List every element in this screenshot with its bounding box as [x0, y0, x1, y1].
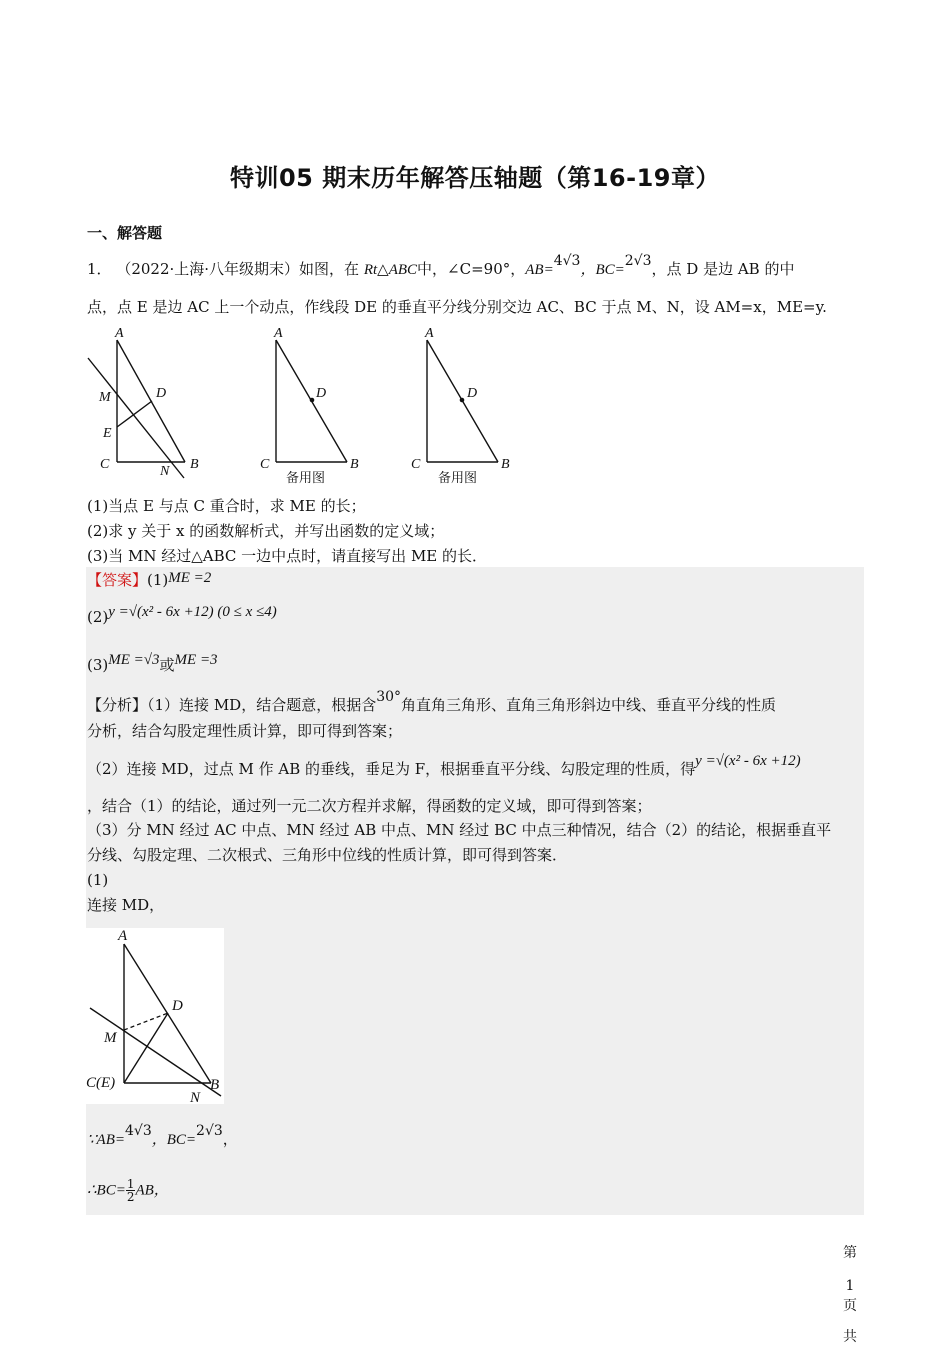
question-line-1: [87, 253, 795, 281]
triangle-name: Rt△ABC: [363, 262, 418, 278]
analysis-part-1: (1): [87, 871, 109, 889]
ab-value: 4√3: [553, 253, 581, 269]
footer-page-2: 1: [845, 1278, 855, 1294]
analysis-line-6: 分线、勾股定理、二次根式、三角形中位线的性质计算，即可得到答案．: [87, 846, 568, 864]
answer-line-2: [87, 600, 277, 626]
fig1-label-n: N: [160, 464, 170, 479]
fig1-label-e: E: [103, 426, 112, 441]
text: 角直角三角形、直角三角形斜边中线、垂直平分线的性质: [401, 696, 777, 714]
text: 中，∠C=90°，: [417, 260, 526, 278]
formula: y =√(x² - 6x +12): [695, 753, 801, 769]
fig3-label-b: B: [501, 457, 510, 472]
question-number: 1．: [87, 260, 112, 278]
afig-label-b: B: [210, 1077, 220, 1093]
analysis-connect: 连接 MD，: [87, 896, 165, 914]
afig-label-ce: C(E): [86, 1075, 116, 1091]
question-line-2: 点，点 E 是边 AC 上一个动点，作线段 DE 的垂直平分线分别交边 AC、BC 于点 M、N，设 AM=x，ME=y.: [87, 298, 827, 316]
text: （2）连接 MD，过点 M 作 AB 的垂线，垂足为 F，根据垂直平分线、勾股定理的性质，得: [87, 760, 696, 778]
answer-3a: ME =√3: [108, 652, 160, 668]
half-den: 2: [126, 1190, 135, 1204]
fig1-label-c: C: [100, 457, 110, 472]
because-bc: 2√3: [196, 1123, 223, 1139]
analysis-line-4: ，结合（1）的结论，通过列一元二次方程并求解，得函数的定义域，即可得到答案；: [87, 797, 652, 815]
footer-page-4: 共: [843, 1329, 857, 1345]
page-title: 特训05 期末历年解答压轴题（第16-19章）: [229, 164, 720, 192]
afig-label-m: M: [104, 1030, 117, 1046]
footer-page-3: 页: [843, 1298, 857, 1314]
answer-line-3: [87, 648, 218, 674]
fig2-midpoint-d: [310, 398, 315, 403]
ab-label: AB=: [525, 262, 554, 278]
answer-2-prefix: (2): [87, 608, 109, 626]
analysis-line-5: （3）分 MN 经过 AC 中点、MN 经过 AB 中点、MN 经过 BC 中点三种情况，结合（2）的结论，根据垂直平: [87, 821, 832, 839]
fig3-midpoint-d: [460, 398, 465, 403]
question-figures: [84, 322, 544, 487]
bc-label: ，BC=: [580, 262, 625, 278]
sub-question-2: (2)求 y 关于 x 的函数解析式，并写出函数的定义域；: [87, 522, 445, 540]
analysis-figure: [86, 928, 226, 1106]
because-line: [87, 1123, 238, 1151]
answer-or: 或: [159, 656, 175, 674]
fig1-label-m: M: [99, 390, 111, 405]
afig-label-d: D: [172, 998, 183, 1014]
text: 如图，在: [299, 260, 360, 278]
because-ab: 4√3: [125, 1123, 152, 1139]
because-bc-label: ，BC=: [151, 1132, 197, 1148]
because-label: ∵AB=: [87, 1132, 125, 1148]
analysis-line-1: [87, 689, 777, 717]
analysis-tag: 【分析】: [87, 696, 148, 714]
fig1-label-b: B: [190, 457, 199, 472]
fig2-label-b: B: [350, 457, 359, 472]
fig3-label-d: D: [467, 386, 478, 401]
afig-label-a: A: [118, 928, 128, 944]
answer-tag: 【答案】: [87, 571, 148, 589]
answer-line-1: [87, 569, 211, 592]
fig2-label-c: C: [260, 457, 270, 472]
therefore-label: ∴BC=: [87, 1182, 126, 1199]
text: ，点 D 是边 AB 的中: [651, 260, 795, 278]
degree: 30°: [376, 689, 402, 705]
half-num: 1: [126, 1177, 135, 1191]
sub-question-3: (3)当 MN 经过△ABC 一边中点时，请直接写出 ME 的长．: [87, 547, 488, 565]
fig1-label-d: D: [156, 386, 167, 401]
dashed-md: [124, 1013, 168, 1030]
fig2-label-d: D: [316, 386, 327, 401]
answer-3-prefix: (3): [87, 656, 109, 674]
answer-2: y =√(x² - 6x +12) (0 ≤ x ≤4): [108, 604, 277, 620]
fig3-caption: 备用图: [438, 471, 478, 486]
analysis-line-3: [87, 753, 801, 781]
bc-value: 2√3: [624, 253, 652, 269]
question-source: （2022·上海·八年级期末）: [116, 260, 300, 278]
text: （1）连接 MD，结合题意，根据含: [147, 696, 377, 714]
fig2-label-a: A: [274, 326, 283, 341]
fig2-caption: 备用图: [286, 471, 326, 486]
fig3-label-c: C: [411, 457, 421, 472]
footer-page-1: 第: [843, 1245, 857, 1261]
therefore-line: [87, 1178, 169, 1203]
fig3-label-a: A: [425, 326, 434, 341]
sub-question-1: (1)当点 E 与点 C 重合时，求 ME 的长；: [87, 497, 366, 515]
answer-1-prefix: (1): [147, 571, 169, 589]
fig1-label-a: A: [115, 326, 124, 341]
section-heading: 一、解答题: [87, 224, 163, 242]
text: AB，: [135, 1182, 169, 1199]
analysis-line-2: 分析，结合勾股定理性质计算，即可得到答案；: [87, 722, 403, 740]
answer-3b: ME =3: [174, 652, 218, 668]
afig-label-n: N: [190, 1090, 201, 1106]
text: ，: [222, 1130, 238, 1148]
answer-1: ME =2: [168, 570, 212, 586]
